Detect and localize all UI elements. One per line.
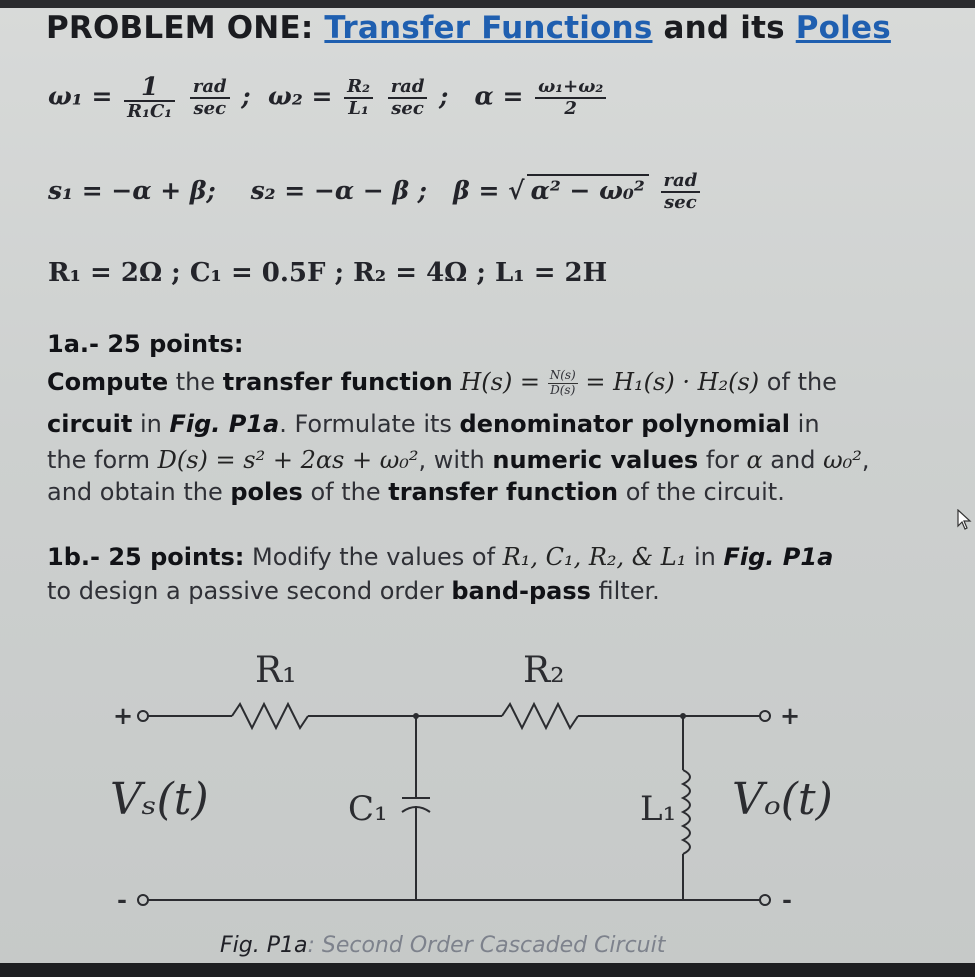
input-plus-terminal — [138, 711, 148, 721]
output-plus-label: + — [780, 701, 801, 730]
w1-fraction — [124, 74, 175, 122]
compute-word: Compute — [47, 368, 169, 396]
figure-caption — [220, 933, 665, 958]
w1-unit-num: rad — [190, 78, 230, 99]
part-1a-line-2 — [47, 410, 820, 438]
fig-ref-2: Fig. P1a — [723, 543, 834, 571]
w2-unit — [388, 75, 428, 119]
input-plus-label: + — [113, 701, 134, 730]
bottom-bezel — [0, 963, 975, 977]
text-and-obtain: and obtain the — [47, 478, 231, 506]
w1-den: R₁C₁ — [127, 101, 173, 123]
node-l1 — [680, 713, 686, 719]
figure-caption-text: : Second Order Cascaded Circuit — [307, 933, 666, 958]
output-minus-terminal — [760, 895, 770, 905]
r1-label: R₁ — [255, 650, 297, 691]
denominator-form: D(s) = s² + 2αs + ω₀² — [157, 446, 419, 474]
text-for: for — [698, 446, 747, 474]
transfer-function-word-2: transfer function — [388, 478, 619, 506]
w1-unit-den: sec — [193, 97, 227, 119]
part-1a-line-1 — [47, 368, 837, 397]
w2-unit-num: rad — [388, 78, 428, 99]
text-filter: filter. — [590, 577, 660, 605]
circuit-word: circuit — [47, 410, 133, 438]
part-1a-heading — [47, 330, 243, 358]
beta-unit-den: sec — [664, 191, 697, 213]
output-plus-terminal — [760, 711, 770, 721]
w2-den: L₁ — [348, 97, 369, 119]
h1-times-h2: = H₁(s) · H₂(s) — [585, 368, 760, 396]
alpha-num: ω₁+ω₂ — [535, 78, 606, 99]
d-of-s: D(s) — [550, 382, 576, 397]
beta-unit — [661, 172, 701, 213]
text-of-the-circuit: of the circuit. — [618, 478, 785, 506]
denominator-polynomial-word: denominator polynomial — [459, 410, 791, 438]
top-bezel — [0, 0, 975, 8]
s2-equation: s₂ = −α − β ; — [250, 175, 428, 205]
part-1b-heading: 1b.- 25 points: — [47, 543, 245, 571]
alpha-symbol: α — [746, 446, 763, 474]
l1-label: L₁ — [640, 789, 677, 829]
title-mid: and its — [652, 10, 796, 46]
r2-resistor — [502, 704, 578, 728]
beta-unit-num: rad — [661, 172, 701, 193]
omega-definitions — [48, 74, 609, 122]
part-1a-line-4 — [47, 478, 785, 506]
text-to-design: to design a passive second order — [47, 577, 452, 605]
title-link-transfer-functions[interactable]: Transfer Functions — [324, 10, 653, 46]
text-modify: Modify the values of — [244, 543, 503, 571]
r2-label: R₂ — [523, 650, 565, 691]
sqrt-sign: √ — [508, 175, 525, 205]
text-of-the: of the — [759, 368, 837, 396]
w2-num: R₂ — [344, 78, 373, 99]
w2-separator: ; — [439, 81, 449, 111]
vs-label: Vₛ(t) — [110, 774, 209, 825]
circuit-diagram — [0, 630, 975, 930]
l1-inductor — [683, 770, 690, 854]
beta-lhs: β = — [453, 175, 500, 205]
text-with: , with — [418, 446, 493, 474]
omega0-squared: ω₀² — [823, 446, 862, 474]
n-over-d-fraction — [548, 369, 578, 398]
w1-unit — [190, 75, 230, 119]
input-minus-label: - — [117, 885, 127, 914]
pole-definitions — [48, 172, 703, 213]
beta-radicand: α² − ω₀² — [527, 174, 649, 205]
w2-unit-den: sec — [391, 97, 424, 119]
alpha-fraction — [535, 75, 606, 119]
component-variables: R₁, C₁, R₂, & L₁ — [502, 543, 687, 571]
w2-fraction — [344, 75, 373, 119]
part-1b-line-2 — [47, 577, 660, 605]
fig-ref: Fig. P1a — [169, 410, 280, 438]
alpha-lhs: α = — [474, 81, 524, 111]
text-and: and — [762, 446, 824, 474]
problem-title — [46, 10, 891, 46]
n-of-s: N(s) — [549, 367, 576, 382]
vo-label: Vₒ(t) — [732, 774, 833, 825]
figure-label: Fig. P1a — [220, 933, 308, 958]
numeric-values-word: numeric values — [492, 446, 699, 474]
w1-lhs: ω₁ = — [48, 81, 113, 111]
output-minus-label: - — [782, 885, 792, 914]
text-in: in — [132, 410, 170, 438]
w1-num: 1 — [124, 74, 175, 102]
w2-lhs: ω₂ = — [268, 81, 333, 111]
text-of-the-2: of the — [302, 478, 389, 506]
text-the-form: the form — [47, 446, 158, 474]
input-minus-terminal — [138, 895, 148, 905]
w1-separator: ; — [241, 81, 251, 111]
s1-equation: s₁ = −α + β; — [48, 175, 216, 205]
c1-label: C₁ — [348, 789, 388, 829]
band-pass-word: band-pass — [451, 577, 591, 605]
text-in-3: in — [686, 543, 724, 571]
title-prefix: PROBLEM ONE: — [46, 10, 325, 46]
r1-resistor — [232, 704, 308, 728]
part-1a-heading-text: 1a.- 25 points: — [47, 330, 244, 358]
h-of-s: H(s) = — [460, 368, 541, 396]
poles-word: poles — [230, 478, 303, 506]
component-values: R₁ = 2Ω ; C₁ = 0.5F ; R₂ = 4Ω ; L₁ = 2H — [48, 258, 608, 288]
text-in-2: in — [790, 410, 820, 438]
text-comma: , — [861, 446, 870, 474]
part-1b-line-1 — [47, 543, 833, 571]
title-link-poles[interactable]: Poles — [795, 10, 891, 46]
node-c1 — [413, 713, 419, 719]
text-formulate: . Formulate its — [279, 410, 460, 438]
alpha-den: 2 — [564, 97, 577, 119]
part-1a-line-3 — [47, 446, 870, 474]
transfer-function-word: transfer function — [222, 368, 453, 396]
text-the: the — [168, 368, 223, 396]
mouse-cursor-icon — [957, 509, 973, 531]
